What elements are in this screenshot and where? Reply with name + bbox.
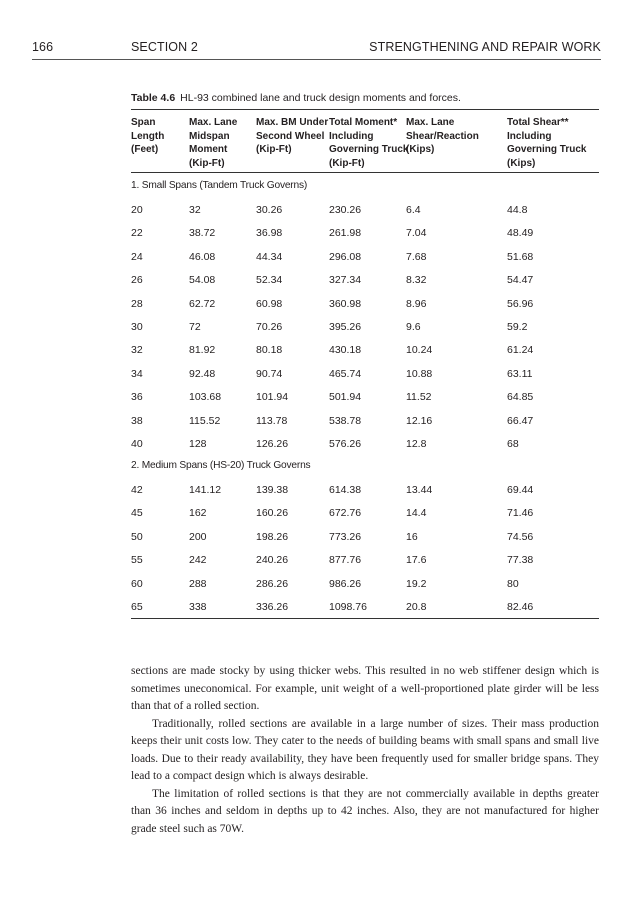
- column-header-max-bm-under-second-wheel: Max. BM Under Second Wheel (Kip-Ft): [256, 117, 329, 156]
- table-cell: 240.26: [256, 554, 289, 567]
- table-cell: 128: [189, 438, 207, 450]
- table-cell: 10.88: [406, 367, 433, 380]
- table-cell: 230.26: [329, 204, 362, 216]
- table-cell: 40: [131, 438, 143, 450]
- column-header-total-moment: Total Moment* Including Governing Truck (Kip-Ft): [329, 117, 409, 169]
- table-cell: 68: [507, 438, 519, 450]
- table-cell: 395.26: [329, 321, 362, 333]
- table-cell: 82.46: [507, 601, 534, 613]
- paragraph: The limitation of rolled sections is that they are not commercially available in depths greater than 36 inches and seldom in depths up to 42 inches. Also, they are not manufactured for higher grade steel such as 70W.: [131, 787, 599, 835]
- table-cell: 336.26: [256, 601, 289, 613]
- table-cell: 32: [131, 344, 143, 357]
- table-cell: 986.26: [329, 577, 362, 590]
- table-cell: 92.48: [189, 367, 216, 380]
- table-cell: 54.08: [189, 274, 216, 287]
- table-cell: 11.52: [406, 391, 432, 404]
- table-cell: 77.38: [507, 554, 534, 567]
- table-cell: 36.98: [256, 227, 283, 240]
- table-cell: 296.08: [329, 250, 362, 263]
- table-cell: 54.47: [507, 274, 534, 287]
- table-cell: 576.26: [329, 438, 362, 450]
- header-rule: [32, 59, 601, 60]
- column-header-max-lane-shear: Max. Lane Shear/Reaction (Kips): [406, 117, 479, 156]
- table-cell: 242: [189, 554, 207, 567]
- table-cell: 45: [131, 507, 143, 520]
- table-cell: 538.78: [329, 414, 362, 427]
- table-bottom-rule: [131, 618, 599, 619]
- table-cell: 139.38: [256, 484, 289, 496]
- table-cell: 17.6: [406, 554, 427, 567]
- table-cell: 32: [189, 204, 201, 216]
- table-cell: 48.49: [507, 227, 534, 240]
- table-cell: 55: [131, 554, 143, 567]
- table-cell: 141.12: [189, 484, 222, 496]
- table-cell: 20.8: [406, 601, 427, 613]
- table-top-rule: [131, 109, 599, 110]
- table-cell: 44.8: [507, 204, 528, 216]
- table-cell: 42: [131, 484, 143, 496]
- table-cell: 51.68: [507, 250, 534, 263]
- table-cell: 101.94: [256, 391, 289, 404]
- section-title-small-spans: 1. Small Spans (Tandem Truck Governs): [131, 180, 308, 191]
- table-cell: 501.94: [329, 391, 362, 404]
- table-cell: 8.32: [406, 274, 427, 287]
- paragraph: Traditionally, rolled sections are available in a large number of sizes. Their mass production keeps their unit costs low. They cater to the needs of building beams with small spans and small live loads. Due to their ready availability, they have been frequently used for smaller bridge spans. They lead to a compact design which is always desirable.: [131, 717, 599, 782]
- table-cell: 115.52: [189, 414, 221, 427]
- table-cell: 81.92: [189, 344, 216, 357]
- header-bottom-rule: [131, 172, 599, 173]
- table-cell: 65: [131, 601, 143, 613]
- table-cell: 34: [131, 367, 143, 380]
- table-cell: 20: [131, 204, 143, 216]
- table-cell: 52.34: [256, 274, 283, 287]
- table-cell: 36: [131, 391, 143, 404]
- table-cell: 70.26: [256, 321, 283, 333]
- table-cell: 14.4: [406, 507, 427, 520]
- table-cell: 28: [131, 297, 143, 310]
- page-number: 166: [32, 40, 54, 54]
- section-title-medium-spans: 2. Medium Spans (HS-20) Truck Governs: [131, 460, 311, 471]
- table-cell: 60: [131, 577, 143, 590]
- table-cell: 16: [406, 530, 418, 543]
- table-cell: 46.08: [189, 250, 216, 263]
- table-cell: 160.26: [256, 507, 289, 520]
- table-cell: 1098.76: [329, 601, 367, 613]
- paragraph: sections are made stocky by using thicker webs. This resulted in no web stiffener design which is sometimes uneconomical. For example, unit weight of a well-proportioned plate girder will be less than that of a rolled section.: [131, 665, 599, 712]
- table-cell: 7.04: [406, 227, 427, 240]
- table-cell: 69.44: [507, 484, 534, 496]
- table-cell: 877.76: [329, 554, 362, 567]
- table-cell: 288: [189, 577, 207, 590]
- table-cell: 338: [189, 601, 207, 613]
- table-cell: 360.98: [329, 297, 362, 310]
- table-cell: 62.72: [189, 297, 216, 310]
- table-cell: 90.74: [256, 367, 283, 380]
- table-cell: 200: [189, 530, 207, 543]
- table-cell: 63.11: [507, 367, 533, 380]
- table-cell: 13.44: [406, 484, 433, 496]
- table-cell: 59.2: [507, 321, 528, 333]
- table-cell: 26: [131, 274, 143, 287]
- running-title: STRENGTHENING AND REPAIR WORK: [369, 40, 601, 54]
- table-cell: 38.72: [189, 227, 216, 240]
- table-cell: 12.8: [406, 438, 427, 450]
- table-cell: 44.34: [256, 250, 283, 263]
- table-cell: 71.46: [507, 507, 534, 520]
- body-text: [131, 663, 599, 838]
- table-cell: 327.34: [329, 274, 362, 287]
- table-cell: 465.74: [329, 367, 362, 380]
- table-cell: 74.56: [507, 530, 534, 543]
- table-cell: 24: [131, 250, 143, 263]
- table-cell: 80: [507, 577, 519, 590]
- table-label: Table 4.6: [131, 92, 176, 104]
- table-cell: 261.98: [329, 227, 362, 240]
- table-cell: 198.26: [256, 530, 289, 543]
- table-cell: 672.76: [329, 507, 362, 520]
- table-cell: 30.26: [256, 204, 283, 216]
- table-cell: 773.26: [329, 530, 362, 543]
- table-cell: 80.18: [256, 344, 283, 357]
- table-caption-text: HL-93 combined lane and truck design moments and forces.: [180, 92, 461, 104]
- section-label: SECTION 2: [131, 40, 198, 54]
- table-cell: 162: [189, 507, 207, 520]
- table-cell: 38: [131, 414, 143, 427]
- table-cell: 50: [131, 530, 143, 543]
- table-cell: 10.24: [406, 344, 433, 357]
- table-cell: 60.98: [256, 297, 283, 310]
- table-cell: 113.78: [256, 414, 288, 427]
- table-cell: 126.26: [256, 438, 289, 450]
- table-cell: 22: [131, 227, 143, 240]
- table-cell: 430.18: [329, 344, 362, 357]
- table-cell: 64.85: [507, 391, 534, 404]
- table-cell: 6.4: [406, 204, 421, 216]
- table-cell: 9.6: [406, 321, 421, 333]
- column-header-max-lane-midspan-moment: Max. Lane Midspan Moment (Kip-Ft): [189, 117, 238, 169]
- table-cell: 12.16: [406, 414, 433, 427]
- table-cell: 66.47: [507, 414, 534, 427]
- table-cell: 19.2: [406, 577, 427, 590]
- column-header-span-length: Span Length (Feet): [131, 117, 165, 156]
- table-cell: 61.24: [507, 344, 534, 357]
- table-cell: 103.68: [189, 391, 222, 404]
- table-cell: 7.68: [406, 250, 427, 263]
- table-cell: 614.38: [329, 484, 362, 496]
- column-header-total-shear: Total Shear** Including Governing Truck (Kips): [507, 117, 587, 169]
- table-cell: 72: [189, 321, 201, 333]
- table-cell: 8.96: [406, 297, 427, 310]
- table-caption: [131, 92, 461, 104]
- table-cell: 286.26: [256, 577, 289, 590]
- table-cell: 30: [131, 321, 143, 333]
- table-cell: 56.96: [507, 297, 534, 310]
